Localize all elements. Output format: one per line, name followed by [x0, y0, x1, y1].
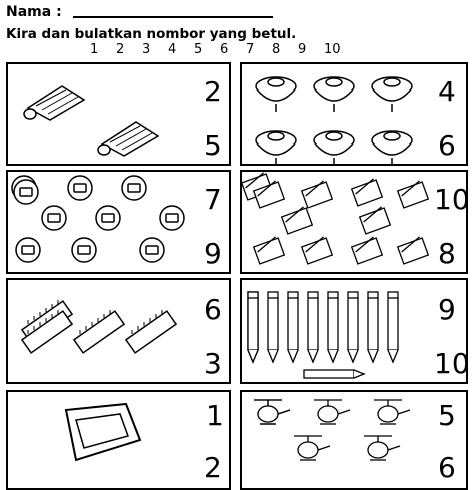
option-number[interactable]: 4 [438, 75, 456, 108]
sharpener-icon [10, 174, 200, 272]
option-number[interactable]: 2 [204, 451, 222, 484]
option-number[interactable]: 6 [438, 451, 456, 484]
panel-shuttlecock [6, 62, 231, 166]
number-line [90, 42, 350, 57]
instruction-text: Kira dan bulatkan nombor yang betul. [6, 26, 297, 42]
option-number[interactable]: 3 [204, 347, 222, 380]
option-number[interactable]: 8 [438, 237, 456, 270]
name-blank-line[interactable] [73, 2, 273, 18]
option-number[interactable]: 10 [434, 347, 470, 380]
panel-spinning-top [240, 62, 468, 166]
option-number[interactable]: 9 [204, 237, 222, 270]
ruler-icon [16, 294, 186, 364]
number-line-6: 6 [220, 42, 229, 57]
number-line-4: 4 [168, 42, 177, 57]
option-number[interactable]: 6 [204, 293, 222, 326]
panel-eraser [6, 390, 231, 490]
number-line-5: 5 [194, 42, 203, 57]
panel-notebook [240, 170, 468, 274]
number-line-2: 2 [116, 42, 125, 57]
panel-sharpener [6, 170, 231, 274]
eraser-icon [56, 400, 146, 470]
option-number[interactable]: 6 [438, 129, 456, 162]
name-field [6, 2, 273, 20]
number-line-7: 7 [246, 42, 255, 57]
option-number[interactable]: 9 [438, 293, 456, 326]
number-line-9: 9 [298, 42, 307, 57]
spinning-top-icon [254, 68, 454, 168]
option-number[interactable]: 2 [204, 75, 222, 108]
name-label: Nama : [6, 4, 62, 20]
number-line-8: 8 [272, 42, 281, 57]
pencil-icon [246, 290, 426, 382]
shuttlecock-icon [22, 78, 92, 123]
panel-helicopter [240, 390, 468, 490]
option-number[interactable]: 1 [206, 399, 224, 432]
number-line-3: 3 [142, 42, 151, 57]
option-number[interactable]: 7 [204, 183, 222, 216]
option-number[interactable]: 10 [434, 183, 470, 216]
option-number[interactable]: 5 [204, 129, 222, 162]
panel-pencil [240, 278, 468, 384]
number-line-1: 1 [90, 42, 99, 57]
notebook-icon [244, 174, 434, 272]
number-line-10: 10 [324, 42, 341, 57]
shuttlecock-icon [96, 114, 166, 159]
helicopter-icon [252, 394, 432, 464]
option-number[interactable]: 5 [438, 399, 456, 432]
panel-ruler [6, 278, 231, 384]
